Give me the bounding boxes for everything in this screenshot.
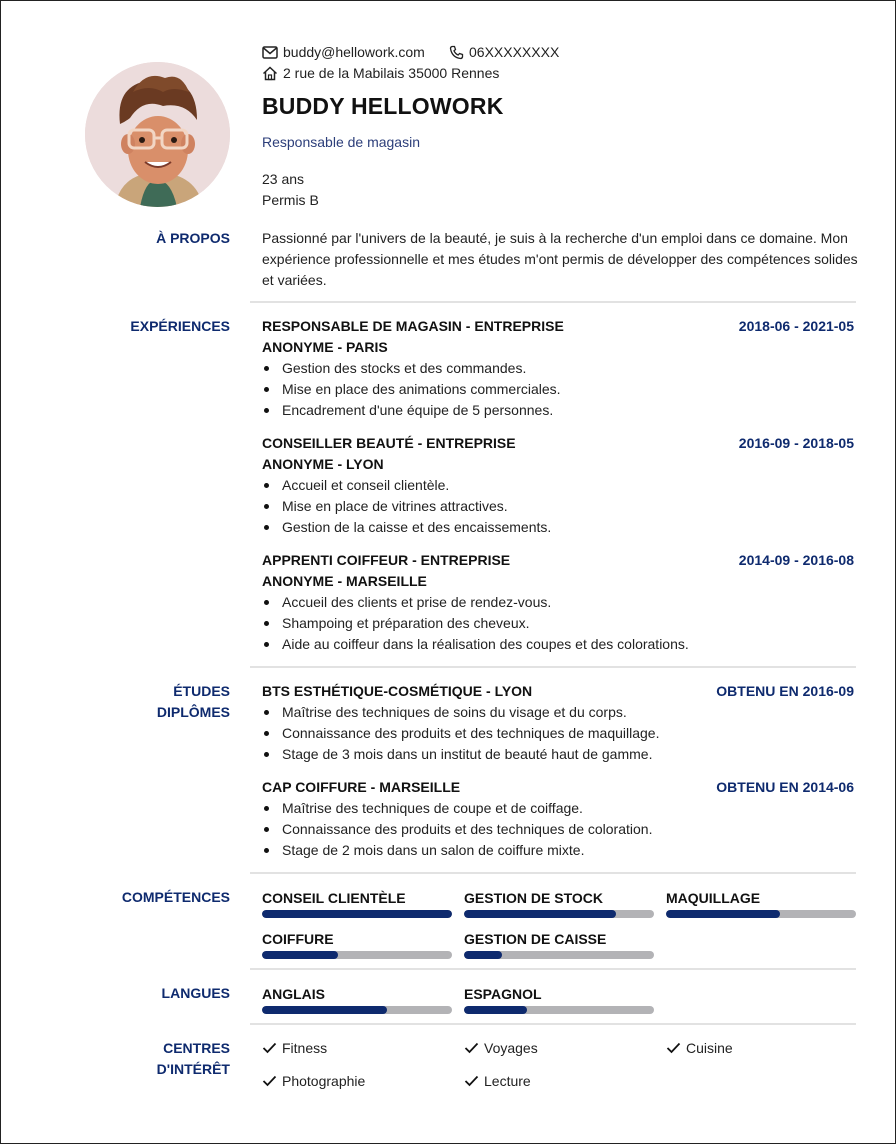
skill-name: MAQUILLAGE [666,890,761,906]
avatar-illustration [85,62,230,207]
skill-level-bar [262,951,452,959]
section-label-line: DIPLÔMES [156,704,230,720]
bullet-item: Connaissance des produits et des techniques de coloration. [262,819,652,840]
interest-item [262,1073,365,1089]
education-bullets [262,702,659,765]
skill-name: CONSEIL CLIENTÈLE [262,890,406,906]
divider [250,872,856,874]
age: 23 ans [262,171,305,187]
email-text: buddy@hellowork.com [283,44,425,60]
check-icon [464,1075,479,1087]
bullet-item: Gestion des stocks et des commandes. [262,358,561,379]
section-label-experience: EXPÉRIENCES [130,318,230,334]
bullet-item: Aide au coiffeur dans la réalisation des coupes et des colorations. [262,634,689,655]
experience-bullets [262,358,561,421]
check-icon [464,1042,479,1054]
divider [250,666,856,668]
language-level-fill [262,1006,387,1014]
about-text: Passionné par l'univers de la beauté, je suis à la recherche d'un emploi dans ce domaine. Mon expérience professionnelle et mes études m'ont permis de développer des compétences solides et variées. [262,230,858,288]
skill-item [262,889,452,918]
bullet-item: Gestion de la caisse et des encaissements. [262,517,551,538]
skill-level-fill [262,910,452,918]
home-icon [262,66,278,81]
bullet-item: Accueil des clients et prise de rendez-vous. [262,592,689,613]
bullet-item: Mise en place des animations commerciales. [262,379,561,400]
experience-dates: 2014-09 - 2016-08 [738,552,854,568]
check-icon [666,1042,681,1054]
section-label-skills: COMPÉTENCES [121,889,230,905]
skill-level-bar [262,910,452,918]
language-name: ESPAGNOL [464,986,542,1002]
education-dates: OBTENU EN 2016-09 [716,683,854,699]
experience-title: CONSEILLER BEAUTÉ - ENTREPRISE [262,435,516,451]
section-label-languages: LANGUES [161,985,230,1001]
skill-item [262,930,452,959]
bullet-item: Shampoing et préparation des cheveux. [262,613,689,634]
skill-level-fill [464,951,502,959]
skill-level-fill [464,910,616,918]
section-label-line: D'INTÉRÊT [156,1061,230,1077]
language-item [262,985,452,1014]
experience-company: ANONYME - MARSEILLE [262,573,427,589]
bullet-item: Maîtrise des techniques de coupe et de coiffage. [262,798,652,819]
interest-label: Voyages [484,1040,538,1056]
experience-dates: 2018-06 - 2021-05 [738,318,854,334]
language-name: ANGLAIS [262,986,325,1002]
job-title: Responsable de magasin [262,134,420,150]
interest-label: Lecture [484,1073,531,1089]
bullet-item: Encadrement d'une équipe de 5 personnes. [262,400,561,421]
section-label-line: CENTRES [163,1040,230,1056]
skill-level-bar [464,951,654,959]
interest-label: Cuisine [686,1040,733,1056]
experience-company: ANONYME - PARIS [262,339,388,355]
education-title: BTS ESTHÉTIQUE-COSMÉTIQUE - LYON [262,683,533,699]
bullet-item: Maîtrise des techniques de soins du visage et du corps. [262,702,659,723]
skill-item [666,889,856,918]
skill-level-fill [262,951,338,959]
skill-name: GESTION DE CAISSE [464,931,607,947]
language-item [464,985,654,1014]
interest-item [464,1073,531,1089]
phone-text: 06XXXXXXXX [469,44,560,60]
interest-item [464,1040,538,1056]
bullet-item: Stage de 3 mois dans un institut de beauté haut de gamme. [262,744,659,765]
candidate-name: BUDDY HELLOWORK [262,93,504,119]
skill-level-fill [666,910,780,918]
education-dates: OBTENU EN 2014-06 [716,779,854,795]
education-title: CAP COIFFURE - MARSEILLE [262,779,461,795]
section-label-interests [1,1038,230,1080]
section-label-about: À PROPOS [156,230,230,246]
phone-contact [449,44,559,60]
phone-icon [449,45,464,60]
check-icon [262,1042,277,1054]
language-level-bar [262,1006,452,1014]
profile-photo [85,62,230,207]
divider [250,1023,856,1025]
experience-bullets [262,475,551,538]
interest-item [666,1040,733,1056]
address-contact [262,65,499,81]
language-level-bar [464,1006,654,1014]
skill-item [464,889,654,918]
skill-level-bar [464,910,654,918]
skill-item [464,930,654,959]
interest-label: Fitness [282,1040,328,1056]
language-level-fill [464,1006,527,1014]
driving-license: Permis B [262,192,319,208]
skill-name: GESTION DE STOCK [464,890,603,906]
section-label-education [1,681,230,723]
interest-item [262,1040,327,1056]
experience-company: ANONYME - LYON [262,456,384,472]
experience-bullets [262,592,689,655]
bullet-item: Accueil et conseil clientèle. [262,475,551,496]
skill-level-bar [666,910,856,918]
experience-title: RESPONSABLE DE MAGASIN - ENTREPRISE [262,318,564,334]
divider [250,301,856,303]
section-label-line: ÉTUDES [173,683,230,699]
experience-dates: 2016-09 - 2018-05 [738,435,854,451]
bullet-item: Connaissance des produits et des techniques de maquillage. [262,723,659,744]
check-icon [262,1075,277,1087]
interest-label: Photographie [282,1073,366,1089]
email-contact [262,44,425,60]
address-text: 2 rue de la Mabilais 35000 Rennes [283,65,500,81]
education-bullets [262,798,652,861]
mail-icon [262,46,278,59]
experience-title: APPRENTI COIFFEUR - ENTREPRISE [262,552,511,568]
divider [250,968,856,970]
skill-name: COIFFURE [262,931,334,947]
bullet-item: Stage de 2 mois dans un salon de coiffure mixte. [262,840,652,861]
bullet-item: Mise en place de vitrines attractives. [262,496,551,517]
